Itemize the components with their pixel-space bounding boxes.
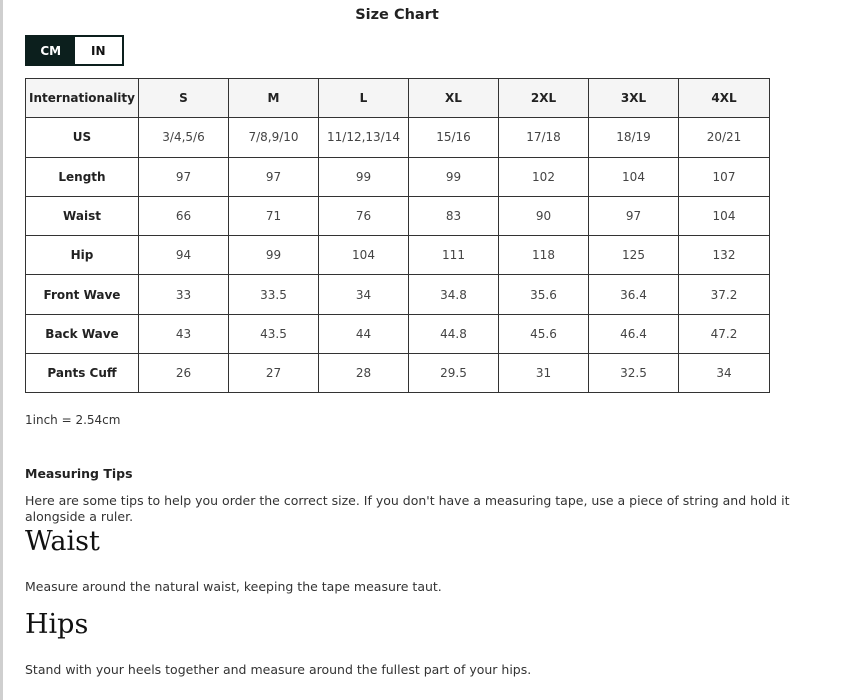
row-label: Pants Cuff (26, 354, 139, 393)
size-chart-table (25, 78, 770, 393)
row-label: Front Wave (26, 275, 139, 314)
conversion-note: 1inch = 2.54cm (25, 413, 121, 427)
row-label: US (26, 118, 139, 157)
table-row-us (26, 118, 770, 157)
row-label: Hip (26, 236, 139, 275)
table-cell: 99 (409, 157, 499, 196)
row-label: Length (26, 157, 139, 196)
table-cell: 34 (679, 354, 770, 393)
table-cell: 7/8,9/10 (229, 118, 319, 157)
table-cell: 11/12,13/14 (319, 118, 409, 157)
table-cell: 31 (499, 354, 589, 393)
table-cell: 83 (409, 196, 499, 235)
hips-heading: Hips (25, 609, 89, 640)
unit-toggle (25, 35, 124, 66)
table-cell: 33.5 (229, 275, 319, 314)
table-cell: 28 (319, 354, 409, 393)
window-left-edge (0, 0, 3, 700)
table-cell: 118 (499, 236, 589, 275)
row-label: Waist (26, 196, 139, 235)
table-cell: 47.2 (679, 314, 770, 353)
waist-heading: Waist (25, 526, 100, 557)
unit-in-button[interactable]: IN (75, 37, 123, 64)
table-cell: 43.5 (229, 314, 319, 353)
table-row-length (26, 157, 770, 196)
header-size: 2XL (499, 79, 589, 118)
table-cell: 104 (679, 196, 770, 235)
header-internationality: Internationality (26, 79, 139, 118)
table-row-waist (26, 196, 770, 235)
table-cell: 27 (229, 354, 319, 393)
header-size: M (229, 79, 319, 118)
table-cell: 35.6 (499, 275, 589, 314)
waist-instructions: Measure around the natural waist, keeping the tape measure taut. (25, 579, 442, 594)
table-row-back-wave (26, 314, 770, 353)
table-cell: 44.8 (409, 314, 499, 353)
row-label: Back Wave (26, 314, 139, 353)
table-cell: 36.4 (589, 275, 679, 314)
table-cell: 97 (229, 157, 319, 196)
table-cell: 66 (139, 196, 229, 235)
table-cell: 43 (139, 314, 229, 353)
table-cell: 18/19 (589, 118, 679, 157)
table-cell: 33 (139, 275, 229, 314)
table-row-front-wave (26, 275, 770, 314)
table-cell: 90 (499, 196, 589, 235)
table-cell: 111 (409, 236, 499, 275)
table-cell: 107 (679, 157, 770, 196)
table-cell: 34 (319, 275, 409, 314)
table-cell: 34.8 (409, 275, 499, 314)
table-cell: 104 (319, 236, 409, 275)
header-size: XL (409, 79, 499, 118)
table-cell: 125 (589, 236, 679, 275)
table-cell: 45.6 (499, 314, 589, 353)
table-cell: 29.5 (409, 354, 499, 393)
table-row-hip (26, 236, 770, 275)
table-cell: 20/21 (679, 118, 770, 157)
page-title: Size Chart (355, 7, 439, 23)
table-cell: 71 (229, 196, 319, 235)
table-cell: 102 (499, 157, 589, 196)
table-cell: 76 (319, 196, 409, 235)
table-cell: 26 (139, 354, 229, 393)
unit-cm-button[interactable]: CM (27, 37, 75, 64)
table-row-pants-cuff (26, 354, 770, 393)
table-header-row (26, 79, 770, 118)
hips-instructions: Stand with your heels together and measure around the fullest part of your hips. (25, 662, 532, 677)
header-size: 4XL (679, 79, 770, 118)
header-size: S (139, 79, 229, 118)
table-cell: 44 (319, 314, 409, 353)
table-cell: 46.4 (589, 314, 679, 353)
table-cell: 17/18 (499, 118, 589, 157)
table-cell: 32.5 (589, 354, 679, 393)
table-cell: 94 (139, 236, 229, 275)
table-cell: 99 (229, 236, 319, 275)
table-cell: 132 (679, 236, 770, 275)
table-cell: 99 (319, 157, 409, 196)
measuring-tips-heading: Measuring Tips (25, 466, 133, 481)
header-size: 3XL (589, 79, 679, 118)
table-cell: 97 (589, 196, 679, 235)
table-cell: 3/4,5/6 (139, 118, 229, 157)
header-size: L (319, 79, 409, 118)
table-cell: 37.2 (679, 275, 770, 314)
table-cell: 104 (589, 157, 679, 196)
measuring-tips-intro: Here are some tips to help you order the correct size. If you don't have a measuring tape, use a piece of string and hold it alongside a ruler. (25, 493, 790, 524)
table-cell: 97 (139, 157, 229, 196)
table-cell: 15/16 (409, 118, 499, 157)
